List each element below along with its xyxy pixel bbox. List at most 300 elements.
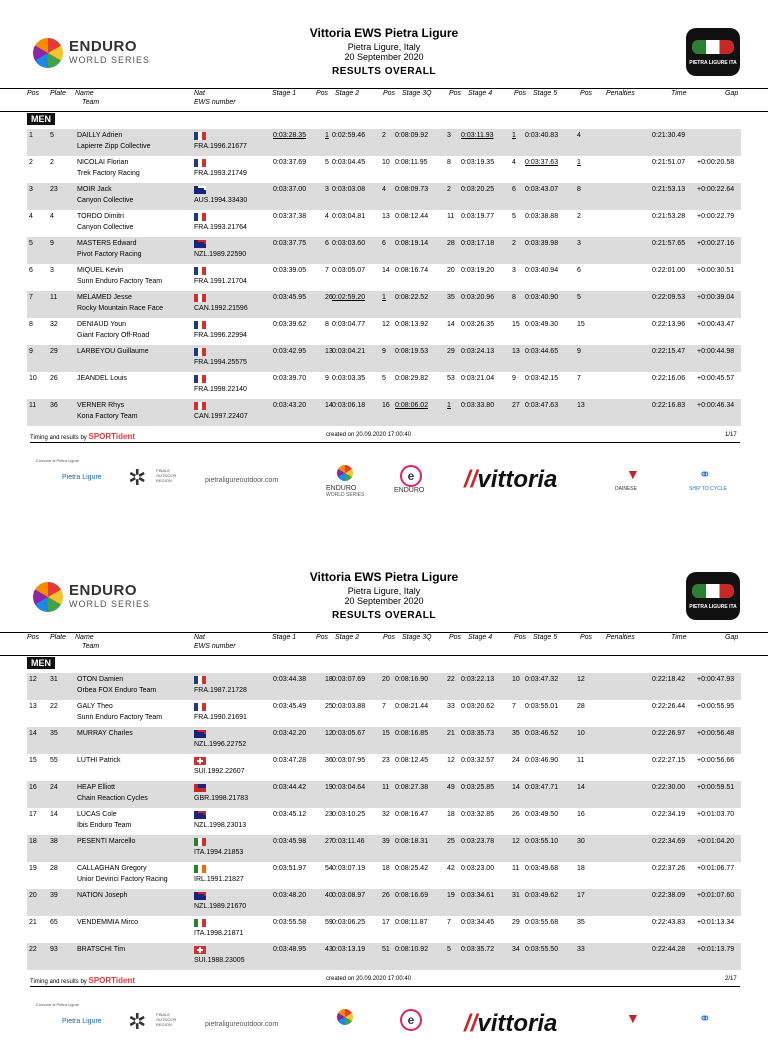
cell-time: 0:21:53.13 <box>652 186 686 193</box>
cell-name: MIQUEL Kevin <box>77 267 124 274</box>
sponsor-finale: FINALE OUTDOOR REGION <box>156 468 177 483</box>
cell-s3: 0:08:12.45 <box>395 757 429 764</box>
cell-p4: 12 <box>512 838 520 845</box>
cell-s5: 0:03:49.50 <box>525 811 559 818</box>
cell-name: LUTHI Patrick <box>77 757 121 764</box>
vittoria-text: vittoria <box>477 466 558 493</box>
col-ews: EWS number <box>194 99 236 106</box>
cell-p3: 18 <box>447 811 455 818</box>
cell-p2: 26 <box>382 892 390 899</box>
cell-pos: 10 <box>29 375 37 382</box>
cell-p3: 29 <box>447 348 455 355</box>
sponsor-pietra: Pietra Ligure <box>62 474 102 481</box>
cell-time: 0:21:53.28 <box>652 213 686 220</box>
cell-s5: 0:03:47.63 <box>525 402 559 409</box>
flag-icon <box>194 186 206 194</box>
cell-time: 0:22:34.19 <box>652 811 686 818</box>
event-location: Pietra Ligure, Italy <box>347 586 421 596</box>
cell-team: Pivot Factory Racing <box>77 251 142 258</box>
cell-pos: 12 <box>29 676 37 683</box>
flag-icon <box>194 892 206 900</box>
cell-p5: 15 <box>577 321 585 328</box>
cell-p4: 35 <box>512 730 520 737</box>
cell-gap: +0:00:30.51 <box>697 267 735 274</box>
table-row <box>27 700 741 727</box>
cell-p5: 10 <box>577 730 585 737</box>
cell-plate: 4 <box>50 213 54 220</box>
cell-p1: 25 <box>325 703 333 710</box>
sponsor-pietra: Pietra Ligure <box>62 1018 102 1025</box>
cell-time: 0:22:34.69 <box>652 838 686 845</box>
cell-p4: 24 <box>512 757 520 764</box>
cell-ews: FRA.1994.25575 <box>194 359 247 366</box>
cell-s4: 0:03:34.61 <box>461 892 495 899</box>
cell-gap: +0:00:59.51 <box>697 784 735 791</box>
cell-s3: 0:08:27.38 <box>395 784 429 791</box>
cell-ews: FRA.1996.21677 <box>194 143 247 150</box>
cell-p3: 25 <box>447 838 455 845</box>
cell-s5: 0:03:46.52 <box>525 730 559 737</box>
cell-time: 0:22:37.26 <box>652 865 686 872</box>
cell-p3: 14 <box>447 321 455 328</box>
cell-ews: FRA.1998.22140 <box>194 386 247 393</box>
sponsor-comune: Comune di Pietra Ligure <box>36 1002 80 1007</box>
flag-icon <box>194 811 206 819</box>
cell-pos: 18 <box>29 838 37 845</box>
cell-p5: 7 <box>577 375 581 382</box>
flag-icon <box>194 294 206 302</box>
cell-p5: 11 <box>577 757 585 764</box>
cell-name: VENDEMMIA Mirco <box>77 919 139 926</box>
cell-p5: 6 <box>577 267 581 274</box>
cell-pos: 17 <box>29 811 37 818</box>
cell-s4: 0:03:35.72 <box>461 946 495 953</box>
cell-plate: 22 <box>50 703 58 710</box>
cell-plate: 65 <box>50 919 58 926</box>
cell-s2: 0:03:04.45 <box>332 159 366 166</box>
cell-name: NATION Joseph <box>77 892 128 899</box>
cell-p1: 19 <box>325 784 333 791</box>
table-row <box>27 889 741 916</box>
cell-s5: 0:03:42.15 <box>525 375 559 382</box>
flag-icon <box>194 348 206 356</box>
cell-name: DAILLY Adrien <box>77 132 123 139</box>
bicycle-icon: ⚭ <box>699 466 711 482</box>
flag-icon <box>194 784 206 792</box>
cell-p1: 18 <box>325 676 333 683</box>
cell-p3: 33 <box>447 703 455 710</box>
cell-s1: 0:03:55.58 <box>273 919 307 926</box>
cell-name: GALY Theo <box>77 703 113 710</box>
cell-s4: 0:03:11.93 <box>461 132 494 139</box>
cell-team: Rocky Mountain Race Face <box>77 305 163 312</box>
cell-plate: 35 <box>50 730 58 737</box>
event-badge-icon <box>686 572 740 620</box>
cell-p4: 10 <box>512 676 520 683</box>
col-stage5: Stage 5 <box>533 634 558 641</box>
cell-pos: 11 <box>29 402 37 409</box>
cell-time: 0:22:38.09 <box>652 892 686 899</box>
cell-p2: 1 <box>382 294 386 301</box>
cell-plate: 29 <box>50 348 58 355</box>
cell-s4: 0:03:33.80 <box>461 402 495 409</box>
cell-pos: 8 <box>29 321 33 328</box>
cell-gap: +0:00:46.34 <box>697 402 735 409</box>
cell-name: JEANDEL Louis <box>77 375 127 382</box>
cell-plate: 93 <box>50 946 58 953</box>
cell-name: HEAP Elliott <box>77 784 115 791</box>
cell-s1: 0:03:45.95 <box>273 294 307 301</box>
cell-p3: 28 <box>447 240 455 247</box>
cell-ews: CAN.1997.22407 <box>194 413 248 420</box>
cell-s1: 0:03:47.28 <box>273 757 307 764</box>
cell-gap: +0:01:13.79 <box>697 946 735 953</box>
page-footer <box>0 430 768 512</box>
cell-p5: 14 <box>577 784 585 791</box>
col-stage4: Stage 4 <box>468 90 493 97</box>
cell-pos: 2 <box>29 159 33 166</box>
ews-mini-globe-icon <box>337 465 353 481</box>
cell-s4: 0:03:20.96 <box>461 294 495 301</box>
cell-ews: ITA.1998.21871 <box>194 930 244 937</box>
results-page-1 <box>0 0 768 512</box>
flag-icon <box>194 703 206 711</box>
cell-s4: 0:03:23.00 <box>461 865 495 872</box>
ews-logo-line1: ENDURO <box>69 38 138 55</box>
cell-s5: 0:03:46.90 <box>525 757 559 764</box>
cell-s5: 0:03:40.90 <box>525 294 559 301</box>
cell-ews: CAN.1992.21596 <box>194 305 248 312</box>
cell-p5: 2 <box>577 213 581 220</box>
sponsor-vittoria: //vittoria <box>464 466 558 493</box>
cell-s4: 0:03:25.85 <box>461 784 495 791</box>
event-badge-icon <box>686 28 740 76</box>
table-row <box>27 916 741 943</box>
col-pos2: Pos <box>316 634 329 641</box>
dainese-icon: ▼ <box>626 1010 640 1026</box>
cell-s5: 0:03:55.68 <box>525 919 559 926</box>
cell-p4: 6 <box>512 186 516 193</box>
cell-s1: 0:03:51.97 <box>273 865 307 872</box>
timing-label: Timing and results by <box>30 435 87 441</box>
cell-s3: 0:08:19.14 <box>395 240 429 247</box>
flag-icon <box>194 267 206 275</box>
cell-time: 0:22:43.83 <box>652 919 686 926</box>
cell-plate: 39 <box>50 892 58 899</box>
cell-s3: 0:08:22.52 <box>395 294 429 301</box>
cell-s1: 0:03:39.05 <box>273 267 307 274</box>
cell-p4: 26 <box>512 811 520 818</box>
cell-team: Canyon Collective <box>77 197 134 204</box>
created-date: created on 20.09.2020 17:00:40 <box>326 976 412 982</box>
cell-time: 0:22:26.97 <box>652 730 686 737</box>
cell-p3: 11 <box>447 213 455 220</box>
cell-s3: 0:08:16.74 <box>395 267 429 274</box>
cell-s4: 0:03:19.77 <box>461 213 495 220</box>
cell-p5: 5 <box>577 294 581 301</box>
cell-s3: 0:08:09.73 <box>395 186 429 193</box>
cell-gap: +0:00:39.04 <box>697 294 735 301</box>
cell-p1: 6 <box>325 240 329 247</box>
sportident-logo: SPORTident <box>88 976 136 985</box>
results-heading: RESULTS OVERALL <box>332 66 436 77</box>
cell-p4: 15 <box>512 321 520 328</box>
cell-ews: SUI.1988.23005 <box>194 957 245 964</box>
sponsor-url: pietraligureoutdoor.com <box>205 1021 279 1028</box>
col-pos3: Pos <box>383 90 396 97</box>
cell-s5: 0:03:43.07 <box>525 186 559 193</box>
cell-s4: 0:03:22.13 <box>461 676 495 683</box>
cell-s5: 0:03:47.71 <box>525 784 559 791</box>
cell-pos: 3 <box>29 186 33 193</box>
cell-name: NICOLAI Florian <box>77 159 129 166</box>
col-stage5: Stage 5 <box>533 90 558 97</box>
flag-icon <box>194 946 206 954</box>
cell-s4: 0:03:23.78 <box>461 838 495 845</box>
cell-s2: 0:03:13.19 <box>332 946 366 953</box>
cell-s1: 0:03:48.20 <box>273 892 307 899</box>
cell-s1: 0:03:43.20 <box>273 402 307 409</box>
cell-p2: 32 <box>382 811 390 818</box>
cell-s1: 0:03:37.75 <box>273 240 307 247</box>
cell-name: LUCAS Cole <box>77 811 117 818</box>
cell-s3: 0:08:10.92 <box>395 946 429 953</box>
event-title: Vittoria EWS Pietra Ligure <box>309 570 459 584</box>
col-pos: Pos <box>27 634 40 641</box>
cell-ews: FRA.1996.22994 <box>194 332 247 339</box>
title-block <box>0 26 768 77</box>
cell-s4: 0:03:32.85 <box>461 811 495 818</box>
cell-team: Sunn Enduro Factory Team <box>77 278 163 285</box>
cell-s1: 0:03:39.62 <box>273 321 307 328</box>
cell-s3: 0:08:18.31 <box>395 838 429 845</box>
cell-name: CALLAGHAN Gregory <box>77 865 147 872</box>
flag-icon <box>194 865 206 873</box>
cell-plate: 24 <box>50 784 58 791</box>
cell-plate: 55 <box>50 757 58 764</box>
cell-pos: 14 <box>29 730 37 737</box>
col-penalties: Penalties <box>606 90 635 97</box>
badge-flag <box>692 584 734 598</box>
col-stage2: Stage 2 <box>335 90 360 97</box>
cell-p4: 31 <box>512 892 520 899</box>
cell-p1: 54 <box>325 865 333 872</box>
cell-name: LARBEYOU Guillaume <box>77 348 149 355</box>
cell-time: 0:22:01.00 <box>652 267 686 274</box>
cell-pos: 13 <box>29 703 37 710</box>
cell-plate: 28 <box>50 865 58 872</box>
table-row <box>27 156 741 183</box>
sponsor-e-enduro: ENDURO <box>394 487 425 494</box>
table-row <box>27 399 741 426</box>
badge-text: PIETRA LIGURE ITA <box>689 60 737 66</box>
cell-ews: FRA.1987.21728 <box>194 687 247 694</box>
cell-name: BRATSCHI Tim <box>77 946 126 953</box>
flag-icon <box>194 375 206 383</box>
cell-time: 0:21:57.65 <box>652 240 686 247</box>
col-pos: Pos <box>27 90 40 97</box>
cell-ews: FRA.1993.21749 <box>194 170 247 177</box>
cell-pos: 9 <box>29 348 33 355</box>
cell-p5: 9 <box>577 348 581 355</box>
cell-plate: 11 <box>50 294 58 301</box>
cell-p5: 17 <box>577 892 585 899</box>
cell-pos: 16 <box>29 784 37 791</box>
cell-s2: 0:03:06.18 <box>332 402 366 409</box>
cell-s2: 0:03:07.19 <box>332 865 366 872</box>
flag-icon <box>194 240 206 248</box>
cell-s1: 0:03:37.38 <box>273 213 307 220</box>
cell-gap: +0:00:56.66 <box>697 757 735 764</box>
cell-p2: 11 <box>382 784 390 791</box>
cell-time: 0:22:27.15 <box>652 757 686 764</box>
cell-time: 0:22:18.42 <box>652 676 686 683</box>
col-penalties: Penalties <box>606 634 635 641</box>
cell-team: Ibis Enduro Team <box>77 822 132 829</box>
cell-p2: 5 <box>382 375 386 382</box>
cell-plate: 9 <box>50 240 54 247</box>
cell-pos: 19 <box>29 865 37 872</box>
cell-p4: 9 <box>512 375 516 382</box>
flag-icon <box>194 159 206 167</box>
page-footer-2 <box>0 974 768 1056</box>
cell-s3: 0:08:11.95 <box>395 159 428 166</box>
cell-s3: 0:08:11.87 <box>395 919 428 926</box>
flag-icon <box>194 757 206 765</box>
cell-p1: 7 <box>325 267 329 274</box>
cell-s2: 0:03:08.97 <box>332 892 366 899</box>
cell-p5: 18 <box>577 865 585 872</box>
col-stage2: Stage 2 <box>335 634 360 641</box>
cell-s2: 0:03:04.21 <box>332 348 366 355</box>
col-pos5: Pos <box>514 90 527 97</box>
flag-icon <box>194 213 206 221</box>
col-ews: EWS number <box>194 643 236 650</box>
cell-p4: 27 <box>512 402 520 409</box>
cell-p2: 23 <box>382 757 390 764</box>
cell-p3: 20 <box>447 267 455 274</box>
col-stage3: Stage 3Q <box>402 90 432 97</box>
flag-icon <box>194 730 206 738</box>
cell-p4: 1 <box>512 132 516 139</box>
sponsor-ews: ENDURO <box>326 485 357 492</box>
cell-plate: 3 <box>50 267 54 274</box>
finale-icon: ✲ <box>128 465 147 490</box>
table-row <box>27 318 741 345</box>
cell-s5: 0:03:49.68 <box>525 865 559 872</box>
cell-p4: 13 <box>512 348 520 355</box>
cell-p3: 22 <box>447 676 455 683</box>
cell-s1: 0:03:39.70 <box>273 375 307 382</box>
cell-p4: 2 <box>512 240 516 247</box>
cell-p3: 42 <box>447 865 455 872</box>
cell-p5: 1 <box>577 159 581 166</box>
col-plate: Plate <box>50 634 66 641</box>
dainese-icon: ▼ <box>626 466 640 482</box>
cell-p5: 12 <box>577 676 585 683</box>
cell-p1: 9 <box>325 375 329 382</box>
cell-ews: NZL.1989.21670 <box>194 903 247 910</box>
cell-s5: 0:03:49.30 <box>525 321 559 328</box>
cell-s4: 0:03:35.73 <box>461 730 495 737</box>
col-pos6: Pos <box>580 634 593 641</box>
cell-s1: 0:03:45.98 <box>273 838 307 845</box>
cell-s4: 0:03:20.25 <box>461 186 495 193</box>
cell-s4: 0:03:24.13 <box>461 348 495 355</box>
cell-s1: 0:03:42.95 <box>273 348 307 355</box>
page-header-2 <box>0 544 768 634</box>
timing-credit <box>30 432 135 441</box>
cell-p1: 8 <box>325 321 329 328</box>
cell-team: Kona Factory Team <box>77 413 138 420</box>
cell-gap: +0:00:22.79 <box>697 213 735 220</box>
cell-p4: 29 <box>512 919 520 926</box>
cell-s2: 0:03:03.08 <box>332 186 366 193</box>
cell-p2: 15 <box>382 730 390 737</box>
cell-p3: 49 <box>447 784 455 791</box>
cell-p3: 35 <box>447 294 455 301</box>
cell-p5: 33 <box>577 946 585 953</box>
col-gap: Gap <box>725 634 739 641</box>
cell-s3: 0:08:13.92 <box>395 321 429 328</box>
cell-plate: 32 <box>50 321 58 328</box>
table-row <box>27 754 741 781</box>
cell-gap: +0:00:27.16 <box>697 240 735 247</box>
cell-s1: 0:03:44.42 <box>273 784 307 791</box>
col-nat: Nat <box>194 90 205 97</box>
cell-s3: 0:08:25.42 <box>395 865 429 872</box>
cell-name: TORDO Dimitri <box>77 213 124 220</box>
cell-s5: 0:03:37.63 <box>525 159 559 166</box>
cell-p4: 5 <box>512 213 516 220</box>
cell-s3: 0:08:29.82 <box>395 375 429 382</box>
cell-p2: 51 <box>382 946 390 953</box>
vittoria-text: vittoria <box>477 1010 558 1037</box>
cell-pos: 4 <box>29 213 33 220</box>
sponsor-finale: FINALE OUTDOOR REGION <box>156 1012 177 1027</box>
cell-team: Chain Reaction Cycles <box>77 795 148 802</box>
cell-name: PESENTI Marcello <box>77 838 136 845</box>
cell-ews: NZL.1998.23013 <box>194 822 247 829</box>
cell-p2: 13 <box>382 213 390 220</box>
badge-text: PIETRA LIGURE ITA <box>689 604 737 610</box>
cell-p4: 4 <box>512 159 516 166</box>
cell-p3: 12 <box>447 757 455 764</box>
cell-p5: 4 <box>577 132 581 139</box>
cell-pos: 22 <box>29 946 37 953</box>
cell-time: 0:22:16.06 <box>652 375 686 382</box>
cell-p5: 3 <box>577 240 581 247</box>
table-row <box>27 264 741 291</box>
cell-p3: 7 <box>447 919 451 926</box>
cell-p3: 8 <box>447 159 451 166</box>
table-row <box>27 210 741 237</box>
table-row <box>27 237 741 264</box>
cell-time: 0:22:30.00 <box>652 784 686 791</box>
cell-s2: 0:03:03.88 <box>332 703 366 710</box>
cell-gap: +0:00:20.58 <box>697 159 735 166</box>
cell-time: 0:22:16.83 <box>652 402 686 409</box>
cell-s5: 0:03:55.50 <box>525 946 559 953</box>
cell-s2: 0:03:06.25 <box>332 919 366 926</box>
col-stage1: Stage 1 <box>272 90 297 97</box>
table-row <box>27 835 741 862</box>
cell-ews: NZL.1989.22590 <box>194 251 247 258</box>
cell-s5: 0:03:47.32 <box>525 676 559 683</box>
cell-s3: 0:08:16.85 <box>395 730 429 737</box>
ews-logo-line2: WORLD SERIES <box>69 599 151 609</box>
cell-pos: 5 <box>29 240 33 247</box>
